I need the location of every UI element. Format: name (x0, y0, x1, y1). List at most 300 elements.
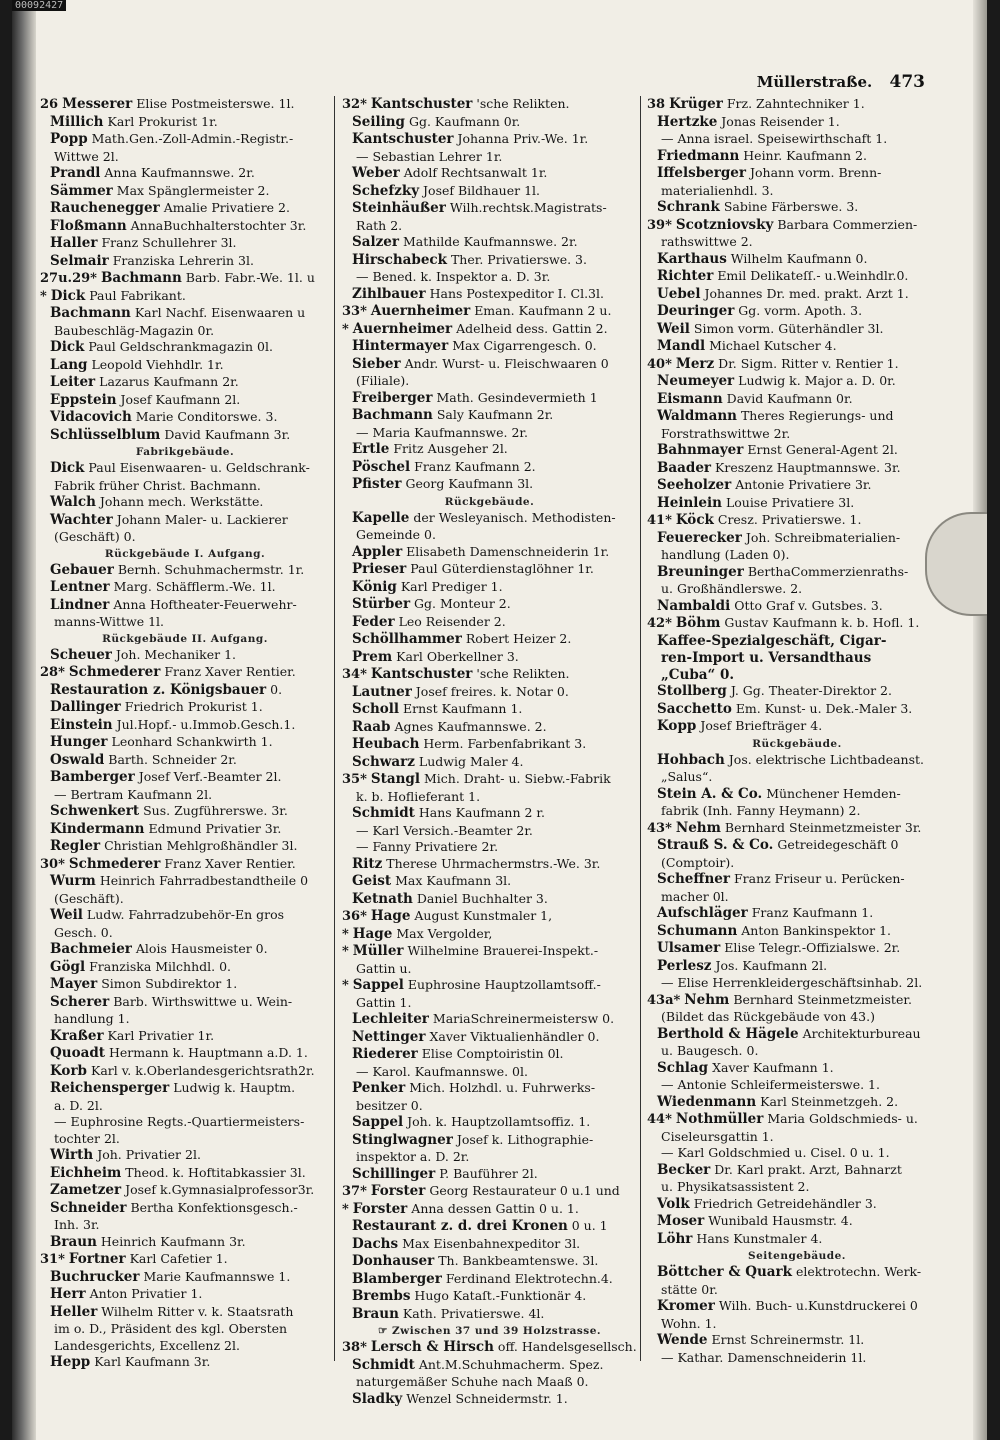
page-edge-shadow (973, 0, 987, 1440)
column-divider (334, 96, 335, 1361)
directory-entry (647, 217, 947, 235)
resident-name: Lang (50, 356, 88, 373)
directory-entry (342, 1201, 637, 1219)
resident-name: Schmederer (68, 855, 161, 872)
resident-details: August Kunstmaler 1, (414, 908, 553, 923)
resident-details: Franz Xaver Rentier. (164, 664, 296, 679)
resident-name: Lersch & Hirsch (370, 1339, 494, 1355)
directory-entry (647, 165, 947, 183)
resident-name: Moser (657, 1213, 705, 1229)
resident-name: Dick (50, 287, 86, 304)
entry-continuation: Inh. 3r. (54, 1217, 100, 1232)
resident-details: Johanna Priv.-We. 1r. (457, 131, 589, 146)
directory-entry (647, 786, 947, 804)
resident-name: Kindermann (50, 820, 145, 837)
entry-continuation: fabrik (Inh. Fanny Heymann) 2. (661, 803, 861, 818)
directory-entry (342, 649, 637, 667)
resident-name: Uebel (657, 285, 701, 302)
house-number: 28* (40, 665, 65, 680)
house-number: 41* (647, 513, 672, 528)
directory-entry (342, 321, 637, 339)
resident-details: Marg. Schäfflerm.-We. 1l. (113, 579, 276, 594)
house-number: 34* (342, 667, 367, 682)
directory-entry (647, 1196, 947, 1214)
resident-details: J. Gg. Theater-Direktor 2. (730, 683, 892, 698)
resident-details: Adelheid dess. Gattin 2. (456, 320, 608, 336)
resident-details: Ther. Privatierswe. 3. (450, 251, 587, 267)
resident-details: Joh. Schreibmaterialien- (745, 529, 901, 545)
resident-details: Karl Prediger 1. (400, 578, 503, 594)
directory-entry (647, 923, 947, 941)
directory-entry (342, 1339, 637, 1357)
resident-name: Nambaldi (657, 597, 731, 614)
directory-entry (647, 251, 947, 269)
resident-name: Bachmann (352, 407, 433, 423)
resident-details: Franziska Milchhdl. 0. (89, 958, 232, 974)
resident-details: Leonhard Schankwirth 1. (111, 734, 273, 749)
resident-name: Forster (370, 1183, 426, 1199)
directory-entry (342, 183, 637, 201)
directory-entry (647, 958, 947, 976)
entry-continuation: — Antonie Schleifermeisterswe. 1. (661, 1077, 880, 1092)
directory-entry (40, 734, 330, 752)
resident-details: Edmund Privatier 3r. (148, 820, 282, 836)
resident-name: Schefzky (352, 182, 420, 199)
resident-name: Fortner (68, 1251, 126, 1267)
resident-details: Paul Geldschrankmagazin 0l. (88, 339, 273, 354)
resident-details: Getreidegeschäft 0 (777, 837, 899, 852)
resident-name: Heller (50, 1303, 98, 1320)
resident-name: Weil (50, 907, 83, 923)
entry-continuation: — Maria Kaufmannswe. 2r. (356, 424, 528, 440)
resident-details: Kreszenz Hauptmannswe. 3r. (715, 459, 901, 475)
directory-entry (647, 495, 947, 513)
directory-entry (647, 373, 947, 391)
directory-entry (647, 1026, 947, 1044)
resident-name: Böhm (675, 615, 721, 631)
house-number: 30* (40, 856, 65, 872)
resident-details: Josef Briefträger 4. (700, 718, 823, 733)
entry-continuation: Wohn. 1. (661, 1315, 717, 1331)
directory-entry (40, 357, 330, 375)
section-heading: Seitengebäude. (748, 1250, 846, 1262)
directory-entry (342, 1253, 637, 1271)
directory-entry (40, 1028, 330, 1046)
scan-id-stamp: 00092427 (12, 0, 66, 11)
resident-name: Wirth (50, 1147, 94, 1163)
directory-entry (647, 905, 947, 923)
resident-details: Amalie Privatiere 2. (163, 200, 290, 215)
resident-name: Schmidt (352, 805, 415, 821)
directory-entry (342, 771, 637, 789)
resident-name: Reichensperger (50, 1080, 170, 1096)
resident-details: Karl Oberkellner 3. (396, 648, 519, 664)
resident-name: Breuninger (657, 563, 744, 580)
resident-name: Millich (50, 113, 104, 130)
house-number: 37* (342, 1184, 367, 1199)
resident-details: Hugo Kataſt.-Funktionär 4. (414, 1288, 587, 1303)
directory-entry (40, 218, 330, 236)
house-number: 32* (342, 97, 367, 112)
entry-continuation: u. Baugesch. 0. (661, 1043, 759, 1058)
resident-details: Max Cigarrengesch. 0. (452, 338, 597, 353)
resident-details: Max Kaufmann 3l. (395, 873, 512, 888)
resident-details: Heinrich Fahrradbestandtheile 0 (99, 873, 309, 888)
directory-entry (342, 338, 637, 356)
entry-continuation: — Bened. k. Inspektor a. D. 3r. (356, 269, 551, 284)
resident-details: Heinr. Kaufmann 2. (743, 147, 867, 163)
directory-entry (647, 1231, 947, 1249)
house-number: 40* (647, 356, 672, 372)
resident-details: Wilhelmine Brauerei-Inspekt.- (407, 943, 599, 958)
resident-details: Josef Verf.-Beamter 2l. (138, 769, 282, 784)
resident-name: Sämmer (50, 182, 113, 199)
directory-entry (40, 1165, 330, 1183)
resident-details: AnnaBuchhalterstochter 3r. (130, 217, 307, 233)
resident-name: Mandl (657, 338, 706, 354)
resident-name: Schlag (657, 1059, 709, 1076)
resident-name: Heinlein (657, 494, 722, 511)
resident-details: Barb. Fabr.-We. 1l. u (185, 270, 315, 285)
directory-entry (342, 856, 637, 874)
resident-name: Hertzke (657, 113, 718, 130)
directory-entry (342, 544, 637, 562)
directory-entry (647, 871, 947, 889)
entry-continuation: Landesgerichts, Excellenz 2l. (54, 1337, 240, 1353)
resident-details: Ludwig Maler 4. (418, 753, 524, 769)
column-3 (647, 96, 947, 1366)
resident-details: 'sche Relikten. (476, 666, 570, 681)
resident-details: Johannes Dr. med. prakt. Arzt 1. (704, 285, 909, 301)
directory-entry (40, 907, 330, 925)
resident-details: Franz Kaufmann 2. (414, 458, 536, 474)
resident-name: Volk (657, 1195, 690, 1212)
directory-entry (342, 977, 637, 995)
resident-details: Andr. Wurst- u. Fleischwaaren 0 (404, 355, 609, 371)
resident-details: Friedrich Getreidehändler 3. (693, 1195, 877, 1211)
resident-name: Floßmann (50, 217, 127, 234)
directory-entry (40, 270, 330, 288)
resident-name: Dick (50, 339, 85, 355)
resident-name: Auernheimer (370, 303, 471, 319)
resident-details: Frz. Zahntechniker 1. (726, 96, 865, 111)
entry-continuation: materialienhdl. 3. (661, 182, 774, 198)
directory-entry (40, 838, 330, 856)
directory-entry (342, 926, 637, 944)
house-number: * (342, 1201, 349, 1217)
resident-name: Blamberger (352, 1270, 442, 1287)
resident-details: Ernst Schreinermstr. 1l. (711, 1332, 865, 1347)
resident-details: Ludwig k. Major a. D. 0r. (738, 373, 896, 388)
resident-details: Gg. Kaufmann 0r. (408, 113, 521, 129)
directory-entry (647, 1162, 947, 1180)
resident-details: Therese Uhrmachermstrs.-We. 3r. (386, 855, 601, 871)
directory-entry (40, 165, 330, 183)
entry-continuation: manns-Wittwe 1l. (54, 614, 165, 629)
resident-name: Vidacovich (50, 409, 132, 425)
directory-entry (647, 940, 947, 958)
resident-name: Schumann (657, 922, 738, 939)
directory-entry (40, 1045, 330, 1063)
directory-entry (647, 752, 947, 770)
entry-continuation: „Salus“. (661, 769, 713, 784)
house-number: 33* (342, 304, 367, 319)
resident-name: Gebauer (50, 561, 114, 578)
directory-entry (342, 701, 637, 719)
directory-entry (40, 1147, 330, 1165)
entry-continuation: handlung (Laden 0). (661, 547, 790, 562)
resident-name: Kraßer (50, 1027, 104, 1044)
resident-name: Ulsamer (657, 940, 721, 956)
resident-details: Karl Prokurist 1r. (107, 113, 218, 129)
house-number: * (342, 978, 349, 993)
resident-details: Wunibald Hausmstr. 4. (708, 1213, 853, 1228)
resident-name: Zametzer (50, 1182, 122, 1198)
resident-name: Seiling (352, 113, 405, 130)
resident-name: Penker (352, 1080, 406, 1096)
directory-entry (40, 1286, 330, 1304)
resident-details: Anton Privatier 1. (89, 1286, 203, 1301)
entry-continuation: Fabrik früher Christ. Bachmann. (54, 477, 261, 493)
directory-entry (40, 131, 330, 149)
directory-entry (40, 803, 330, 821)
house-number: 27u.29* (40, 271, 97, 286)
resident-details: Barb. Wirthswittwe u. Wein- (113, 993, 293, 1009)
resident-details: Alois Hausmeister 0. (135, 941, 268, 956)
directory-entry (647, 837, 947, 855)
directory-entry (40, 717, 330, 735)
resident-details: Dr. Karl prakt. Arzt, Bahnarzt (714, 1161, 902, 1177)
resident-name: Richter (657, 268, 714, 284)
resident-details: Hermann k. Hauptmann a.D. 1. (109, 1045, 308, 1060)
resident-details: der Wesleyanisch. Methodisten- (413, 509, 616, 525)
resident-details: Ernst General-Agent 2l. (747, 442, 898, 457)
resident-details: 0. (270, 681, 283, 697)
directory-entry (40, 1080, 330, 1098)
resident-name: Auernheimer (352, 320, 453, 337)
resident-details: Leo Reisender 2. (398, 613, 506, 629)
directory-entry (342, 441, 637, 459)
resident-details: Barth. Schneider 2r. (108, 751, 237, 767)
directory-entry (342, 1306, 637, 1324)
directory-entry (647, 1264, 947, 1282)
resident-name: Bahnmayer (657, 442, 744, 458)
directory-entry (647, 391, 947, 409)
directory-entry (342, 1080, 637, 1098)
section-heading: Rückgebäude. (752, 737, 842, 750)
directory-entry (40, 597, 330, 615)
resident-details: Gg. Monteur 2. (414, 596, 511, 611)
resident-name: Restaurant z. d. drei Kronen (352, 1218, 568, 1234)
directory-entry (647, 530, 947, 548)
directory-entry (647, 1111, 947, 1129)
directory-entry (342, 459, 637, 477)
directory-entry (342, 356, 637, 374)
resident-name: Restauration z. Königsbauer (50, 681, 267, 698)
directory-entry (647, 286, 947, 304)
resident-details: Franz Schullehrer 3l. (101, 235, 237, 250)
entry-continuation: (Filiale). (356, 373, 410, 388)
resident-name: Wende (657, 1332, 708, 1348)
resident-details: Josef Kaufmann 2l. (120, 391, 241, 407)
resident-name: Eichheim (50, 1164, 122, 1181)
entry-continuation: — Euphrosine Regts.-Quartiermeisters- (54, 1114, 305, 1129)
directory-entry (40, 976, 330, 994)
resident-name: Waldmann (657, 408, 737, 424)
resident-details: Josef k. Lithographie- (456, 1131, 594, 1147)
entry-continuation: Gemeinde 0. (356, 527, 436, 542)
directory-entry (40, 562, 330, 580)
directory-entry (342, 510, 637, 528)
section-heading: Rückgebäude I. Aufgang. (104, 547, 266, 560)
resident-name: Selmair (50, 252, 109, 269)
resident-details: Ferdinand Elektrotechn.4. (445, 1270, 613, 1286)
resident-name: Ketnath (352, 890, 413, 907)
resident-name: Buchrucker (50, 1268, 140, 1285)
resident-details: Theod. k. Hoftitabkassier 3l. (125, 1164, 306, 1180)
directory-entry (647, 598, 947, 616)
entry-continuation: (Geschäft). (54, 890, 124, 906)
resident-name: Hage (352, 925, 393, 942)
resident-details: Paul Güterdienstaglöhner 1r. (410, 561, 594, 576)
entry-continuation: — Karl Goldschmied u. Cisel. 0 u. 1. (661, 1145, 890, 1160)
resident-details: Sus. Zugführerswe. 3r. (143, 803, 288, 818)
house-number: * (342, 926, 349, 942)
resident-details: Elisabeth Damenschneiderin 1r. (406, 543, 610, 559)
resident-details: Xaver Kaufmann 1. (712, 1059, 834, 1075)
street-heading: Müllerstraße. (756, 73, 873, 91)
resident-details: Simon vorm. Güterhändler 3l. (693, 320, 884, 336)
directory-entry (40, 769, 330, 787)
resident-details: Herm. Farbenfabrikant 3. (423, 736, 587, 751)
resident-name: Eppstein (50, 391, 117, 408)
directory-entry (342, 719, 637, 737)
resident-details: Em. Kunst- u. Dek.-Maler 3. (735, 700, 913, 716)
resident-details: 0 u. 1 (571, 1218, 608, 1233)
directory-entry (342, 1357, 637, 1375)
resident-name: Heubach (352, 736, 420, 752)
house-number: 44* (647, 1112, 672, 1127)
resident-name: Stollberg (657, 683, 727, 699)
resident-name: Bamberger (50, 769, 135, 785)
directory-entry (342, 1046, 637, 1064)
house-number: * (342, 944, 349, 959)
resident-name: Berthold & Hägele (657, 1025, 799, 1042)
resident-name: Raab (352, 718, 391, 735)
resident-details: Mich. Holzhdl. u. Fuhrwerks- (409, 1080, 596, 1095)
house-number: 43* (647, 820, 672, 836)
resident-name: Appler (352, 543, 403, 560)
house-number: 39* (647, 217, 672, 233)
resident-name: Nothmüller (675, 1111, 764, 1127)
entry-continuation: — Karl Versich.-Beamter 2r. (356, 822, 533, 838)
directory-entry (40, 96, 330, 114)
directory-entry (647, 199, 947, 217)
resident-details: Karl Cafetier 1. (129, 1251, 228, 1266)
resident-details: David Kaufmann 3r. (164, 426, 291, 442)
resident-details: Wilh.rechtsk.Magistrats- (449, 200, 607, 215)
entry-continuation: — Anna israel. Speisewirthschaft 1. (661, 131, 888, 146)
directory-entry (647, 1060, 947, 1078)
resident-name: Sappel (352, 977, 404, 993)
resident-details: Eman. Kaufmann 2 u. (474, 303, 612, 318)
directory-entry (342, 234, 637, 252)
directory-entry (342, 1236, 637, 1254)
resident-details: Mich. Draht- u. Siebw.-Fabrik (423, 771, 611, 786)
resident-name: Scheuer (50, 646, 112, 663)
directory-entry (647, 683, 947, 701)
resident-details: Math.Gen.-Zoll-Admin.-Registr.- (91, 131, 294, 146)
resident-details: Math. Gesindevermieth 1 (436, 389, 598, 405)
entry-continuation: inspektor a. D. 2r. (356, 1149, 470, 1164)
directory-entry (40, 579, 330, 597)
resident-details: Ludw. Fahrradzubehör-En gros (86, 907, 285, 922)
entry-continuation: Baubeschläg-Magazin 0r. (54, 322, 215, 338)
directory-entry (40, 1063, 330, 1081)
resident-name: Bachmann (50, 305, 131, 321)
directory-entry (647, 96, 947, 114)
directory-entry (647, 321, 947, 339)
directory-entry (40, 1182, 330, 1200)
directory-entry (40, 1269, 330, 1287)
resident-name: Prieser (352, 561, 407, 577)
directory-entry (647, 148, 947, 166)
directory-entry (342, 805, 637, 823)
resident-name: Riederer (352, 1046, 418, 1062)
resident-details: Joh. k. Hauptzollamtsoffiz. 1. (407, 1114, 591, 1129)
directory-entry (342, 684, 637, 702)
resident-name: Sappel (352, 1114, 404, 1130)
resident-details: Friedrich Prokurist 1. (124, 699, 263, 714)
house-number: 38 (647, 97, 666, 112)
resident-name: Eismann (657, 390, 723, 407)
directory-entry (40, 305, 330, 323)
directory-entry (342, 1183, 637, 1201)
resident-name: Hohbach (657, 751, 725, 768)
resident-details: Hans Kunstmaler 4. (696, 1230, 823, 1246)
house-number: 35* (342, 772, 367, 787)
resident-name: Stangl (370, 771, 420, 787)
resident-name: Kapelle (352, 509, 410, 526)
resident-details: Paul Fabrikant. (89, 287, 186, 303)
directory-entry (40, 512, 330, 530)
directory-entry (342, 476, 637, 494)
directory-entry (40, 1234, 330, 1252)
resident-name: Baader (657, 459, 712, 476)
directory-entry (342, 943, 637, 961)
resident-name: Aufschläger (657, 905, 748, 921)
resident-name: Hage (370, 908, 411, 924)
resident-name: Becker (657, 1161, 711, 1178)
resident-details: Paul Eisenwaaren- u. Geldschrank- (88, 460, 310, 475)
directory-entry (342, 1218, 637, 1236)
resident-name: Herr (50, 1286, 86, 1302)
resident-details: Jos. elektrische Lichtbadeanst. (728, 751, 925, 767)
directory-entry (40, 409, 330, 427)
resident-name: Ertle (352, 441, 390, 457)
resident-details: Architekturbureau (802, 1025, 921, 1041)
resident-name: Stürber (352, 596, 411, 612)
resident-name: Wiedenmann (657, 1093, 757, 1110)
resident-name: Schmederer (68, 664, 161, 680)
resident-details: Josef Bildhauer 1l. (423, 182, 540, 198)
entry-continuation: macher 0l. (661, 888, 729, 904)
resident-details: Jos. Kaufmann 2l. (715, 957, 828, 973)
resident-details: Euphrosine Hauptzollamtsoff.- (407, 977, 601, 992)
resident-details: Bertha Konfektionsgesch.- (130, 1199, 298, 1215)
directory-entry (342, 286, 637, 304)
section-heading: Rückgebäude. (444, 495, 535, 508)
